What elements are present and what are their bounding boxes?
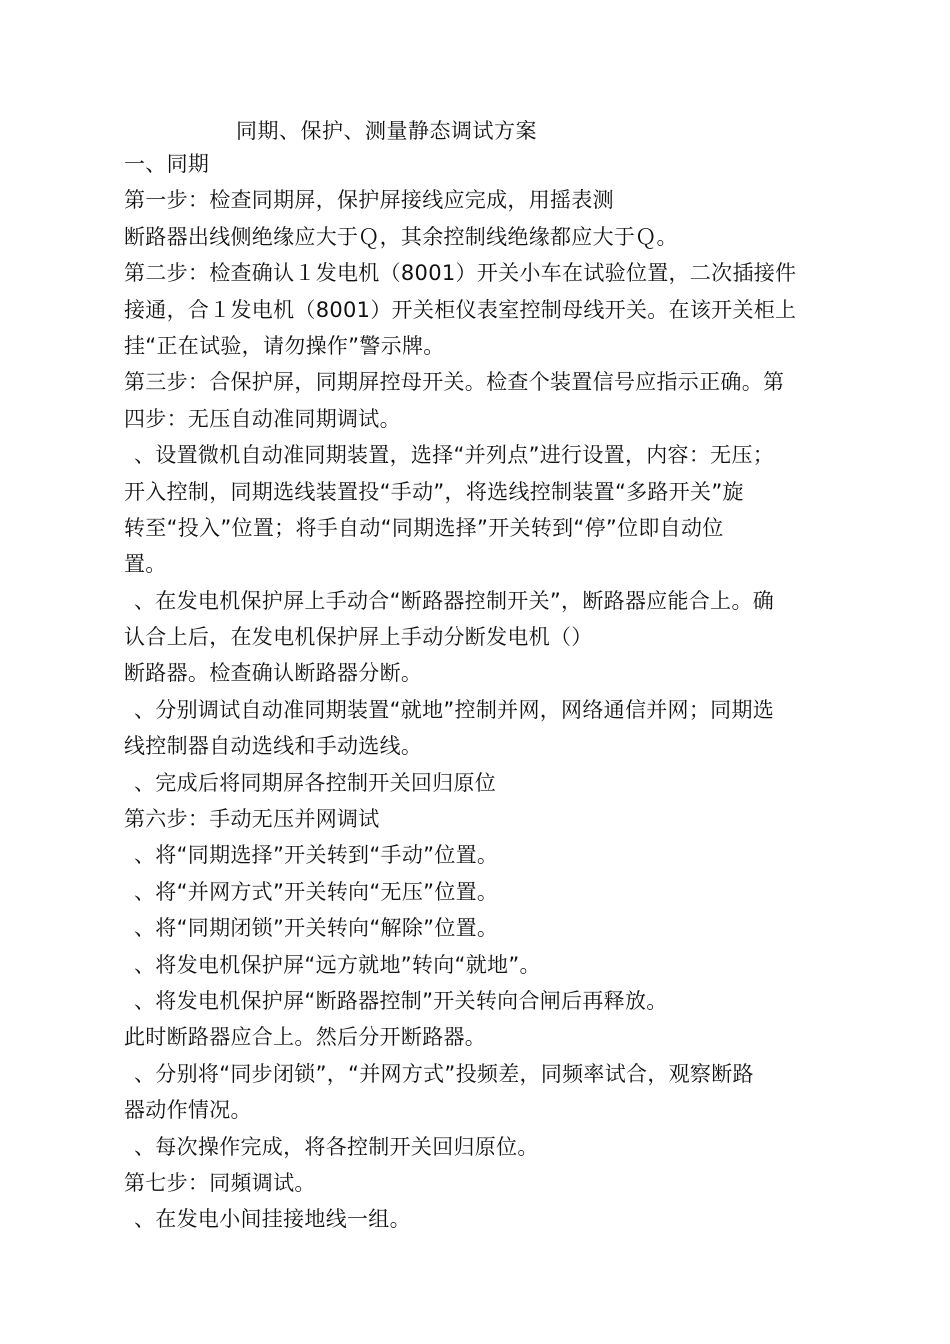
text-line: 开入控制，同期选线装置投“手动”，将选线控制装置“多路开关”旋 xyxy=(124,479,744,504)
text-line: 挂“正在试验，请勿操作”警示牌。 xyxy=(124,333,445,358)
text-line: 第三步：合保护屏，同期屏控母开关。检查个装置信号应指示正确。第 xyxy=(124,370,785,395)
text-line: 第一步：检查同期屏，保护屏接线应完成，用摇表测 xyxy=(124,188,614,213)
text-line: 、完成后将同期屏各控制开关回归原位 xyxy=(134,770,497,795)
text-line: 转至“投入”位置；将手自动“同期选择”开关转到“停”位即自动位 xyxy=(124,515,724,540)
text-line: 断路器出线侧绝缘应大于Ｑ，其余控制线绝缘都应大于Ｑ。 xyxy=(124,224,678,249)
text-line: 、将“同期选择”开关转到“手动”位置。 xyxy=(134,843,499,868)
text-line: 第六步：手动无压并网调试 xyxy=(124,807,380,832)
text-line: 断路器。检查确认断路器分断。 xyxy=(124,661,423,686)
text-line: 、将“并网方式”开关转向“无压”位置。 xyxy=(134,879,499,904)
text-line: 、在发电机保护屏上手动合“断路器控制开关”，断路器应能合上。确 xyxy=(134,588,775,613)
text-line: 置。 xyxy=(124,552,167,577)
text-line: 第二步：检查确认１发电机（8001）开关小车在试验位置，二次插接件 xyxy=(124,261,797,286)
text-line: 、将“同期闭锁”开关转向“解除”位置。 xyxy=(134,916,499,941)
text-line: 四步：无压自动准同期调试。 xyxy=(124,406,401,431)
text-line: 器动作情况。 xyxy=(124,1098,252,1123)
text-line: 、将发电机保护屏“远方就地”转向“就地”。 xyxy=(134,952,541,977)
text-line: 此时断路器应合上。然后分开断路器。 xyxy=(124,1025,487,1050)
document-body xyxy=(124,146,834,1238)
text-line: 、每次操作完成，将各控制开关回归原位。 xyxy=(134,1134,539,1159)
text-line: 第七步：同頻调试。 xyxy=(124,1170,316,1195)
text-line: 一、同期 xyxy=(124,152,210,176)
text-line: 、分别调试自动准同期装置“就地”控制并网，网络通信并网；同期选 xyxy=(134,697,775,722)
document-title: 同期、保护、测量静态调试方案 xyxy=(236,119,537,143)
text-line: 接通，合１发电机（8001）开关柜仪表室控制母线开关。在该开关柜上 xyxy=(124,297,797,322)
text-line: 线控制器自动选线和手动选线。 xyxy=(124,734,423,759)
text-line: 、在发电小间挂接地线一组。 xyxy=(134,1207,411,1232)
text-line: 、将发电机保护屏“断路器控制”开关转向合闸后再释放。 xyxy=(134,988,668,1013)
text-line: 认合上后，在发电机保护屏上手动分断发电机（） xyxy=(124,625,593,650)
text-line: 、分别将“同步闭锁”，“并网方式”投频差，同频率试合，观察断路 xyxy=(134,1061,754,1086)
text-line: 、设置微机自动准同期装置，选择“并列点”进行设置，内容：无压； xyxy=(134,443,775,468)
